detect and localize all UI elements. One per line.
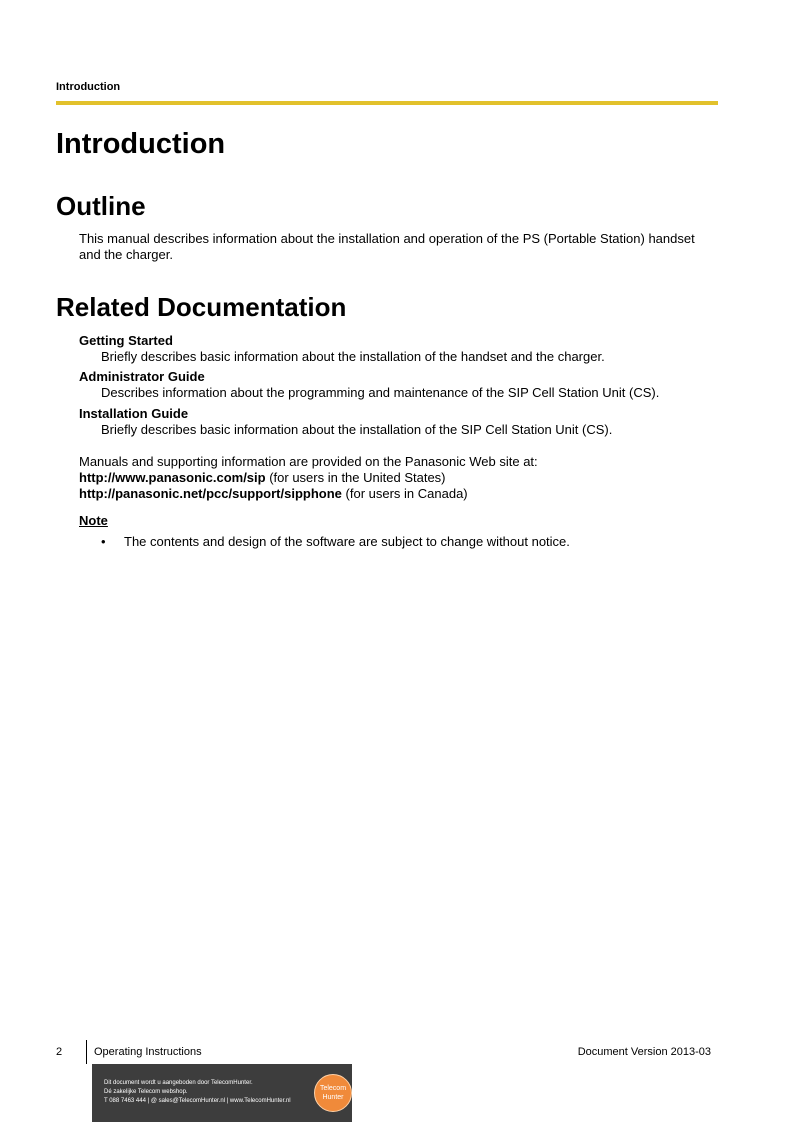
banner-line2: Dé zakelijke Telecom webshop. <box>104 1089 188 1095</box>
banner-line3: T 088 7463 444 | @ sales@TelecomHunter.nl | www.TelecomHunter.nl <box>104 1098 291 1104</box>
footer-divider <box>86 1040 87 1064</box>
doc-term-installation-guide: Installation Guide <box>79 406 189 421</box>
outline-text-line2: and the charger. <box>79 247 173 262</box>
chapter-title: Introduction <box>56 128 226 160</box>
telecomhunter-banner[interactable] <box>92 1064 352 1122</box>
doc-description-installation-guide: Briefly describes basic information about the installation of the SIP Cell Station Unit (CS). <box>101 422 613 437</box>
outline-text-line1: This manual describes information about the installation and operation of the PS (Portable Station) handset <box>79 231 695 246</box>
logo-text-line1: Telecom <box>319 1085 347 1092</box>
link-line-us <box>79 470 446 486</box>
footer-doc-title: Operating Instructions <box>94 1046 202 1058</box>
panasonic-canada-link-note: (for users in Canada) <box>341 486 468 501</box>
link-line-canada <box>79 486 468 502</box>
panasonic-us-link-note: (for users in the United States) <box>265 470 446 485</box>
manuals-intro: Manuals and supporting information are provided on the Panasonic Web site at: <box>79 454 538 469</box>
doc-description-administrator-guide: Describes information about the programming and maintenance of the SIP Cell Station Unit (CS). <box>101 385 660 400</box>
telecomhunter-logo <box>314 1074 352 1112</box>
banner-line1: Dit document wordt u aangeboden door TelecomHunter. <box>104 1080 253 1086</box>
header-rule <box>56 101 718 105</box>
note-label: Note <box>79 513 108 528</box>
doc-description-getting-started: Briefly describes basic information about the installation of the handset and the charger. <box>101 349 605 364</box>
bullet-icon: • <box>101 534 106 549</box>
outline-heading: Outline <box>56 191 146 221</box>
logo-text-line2: Hunter <box>322 1094 344 1101</box>
footer-page-number: 2 <box>56 1046 63 1058</box>
note-item: The contents and design of the software are subject to change without notice. <box>124 534 570 549</box>
panasonic-canada-link[interactable]: http://panasonic.net/pcc/support/sipphone <box>79 486 342 501</box>
related-documentation-heading: Related Documentation <box>56 292 347 322</box>
doc-term-getting-started: Getting Started <box>79 333 173 348</box>
doc-term-administrator-guide: Administrator Guide <box>79 369 205 384</box>
panasonic-us-link[interactable]: http://www.panasonic.com/sip <box>79 470 266 485</box>
footer-version: Document Version 2013-03 <box>577 1046 711 1058</box>
running-header: Introduction <box>56 81 121 93</box>
